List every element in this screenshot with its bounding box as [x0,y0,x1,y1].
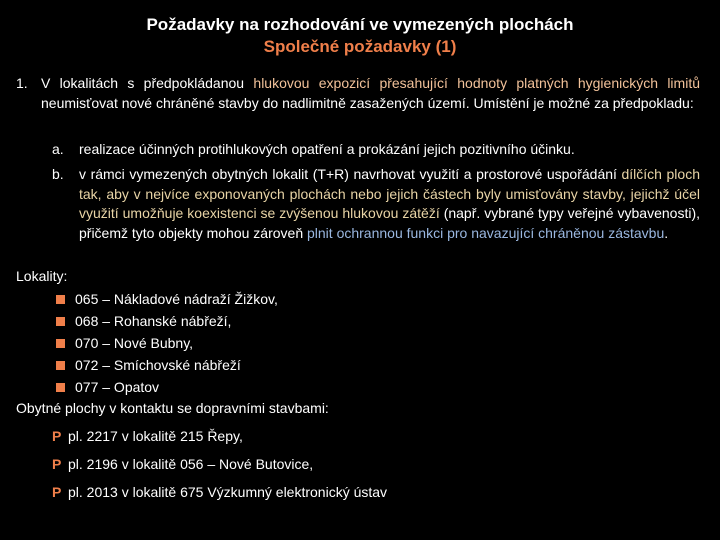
square-bullet-icon [56,295,65,304]
sub-item-letter: b. [52,166,64,182]
list-item-text: 070 – Nové Bubny, [75,335,194,351]
list-item-text: 072 – Smíchovské nábřeží [75,357,241,373]
list-item [56,332,278,354]
list-item [56,288,278,310]
list-item [56,354,278,376]
localities-heading: Lokality: [16,268,68,284]
sub-item-text [79,165,700,243]
sub-item-text-highlight: plnit ochrannou funkci pro navazující chráněnou zástavbu [307,224,665,241]
list-item [52,450,387,478]
p-bullet-icon: P [52,428,62,444]
item-text-part: neumisťovat nové chráněné stavby do nadlimitně zasažených území. Umístění je možné za předpokladu: [41,94,694,111]
sub-item-text-part: . [664,224,669,241]
p-bullet-icon: P [52,456,62,472]
list-item-text: pl. 2196 v lokalitě 056 – Nové Butovice, [68,456,314,472]
list-item [56,310,278,332]
item-text-part: V lokalitách s předpokládanou [41,75,254,91]
sub-item-text-highlight: dílčích ploch tak, aby v nejvíce exponovaných plochách nebo jejich částech byly umisťovány stavby, jejichž účel využití umožňuje koexistenci se zvýšenou hlukovou zátěží [79,166,700,221]
residential-list [52,422,387,506]
residential-heading: Obytné plochy v kontaktu se dopravními stavbami: [16,400,329,416]
requirement-item-1 [16,74,700,113]
list-item-text: 068 – Rohanské nábřeží, [75,313,232,329]
list-item-text: 065 – Nákladové nádraží Žižkov, [75,291,278,307]
square-bullet-icon [56,361,65,370]
sub-item-text-part: v rámci vymezených obytných lokalit (T+R) navrhovat využití a prostorové uspořádání [79,166,622,182]
list-item [52,478,387,506]
item-text-highlight: hlukovou expozicí přesahující hodnoty platných hygienických limitů [253,75,700,91]
square-bullet-icon [56,317,65,326]
list-item-text: pl. 2013 v lokalitě 675 Výzkumný elektronický ústav [68,484,388,500]
list-item [56,376,278,398]
sub-item-b [52,165,700,243]
item-text [41,74,700,113]
item-number: 1. [16,75,28,91]
list-item-text: 077 – Opatov [75,379,160,395]
p-bullet-icon: P [52,484,62,500]
slide-title: Požadavky na rozhodování ve vymezených plochách [146,15,574,34]
slide-subtitle: Společné požadavky (1) [263,37,457,56]
sub-item-text-part: (např. vybrané typy veřejné vybavenosti), přičemž tyto objekty mohou zároveň [79,205,700,241]
title-block [0,14,720,58]
sub-item-letter: a. [52,141,64,157]
list-item-text: pl. 2217 v lokalitě 215 Řepy, [68,428,243,444]
square-bullet-icon [56,383,65,392]
localities-list [56,288,278,398]
sub-item-a [52,140,700,160]
list-item [52,422,387,450]
square-bullet-icon [56,339,65,348]
sub-item-text: realizace účinných protihlukových opatření a prokázání jejich pozitivního účinku. [79,141,575,157]
